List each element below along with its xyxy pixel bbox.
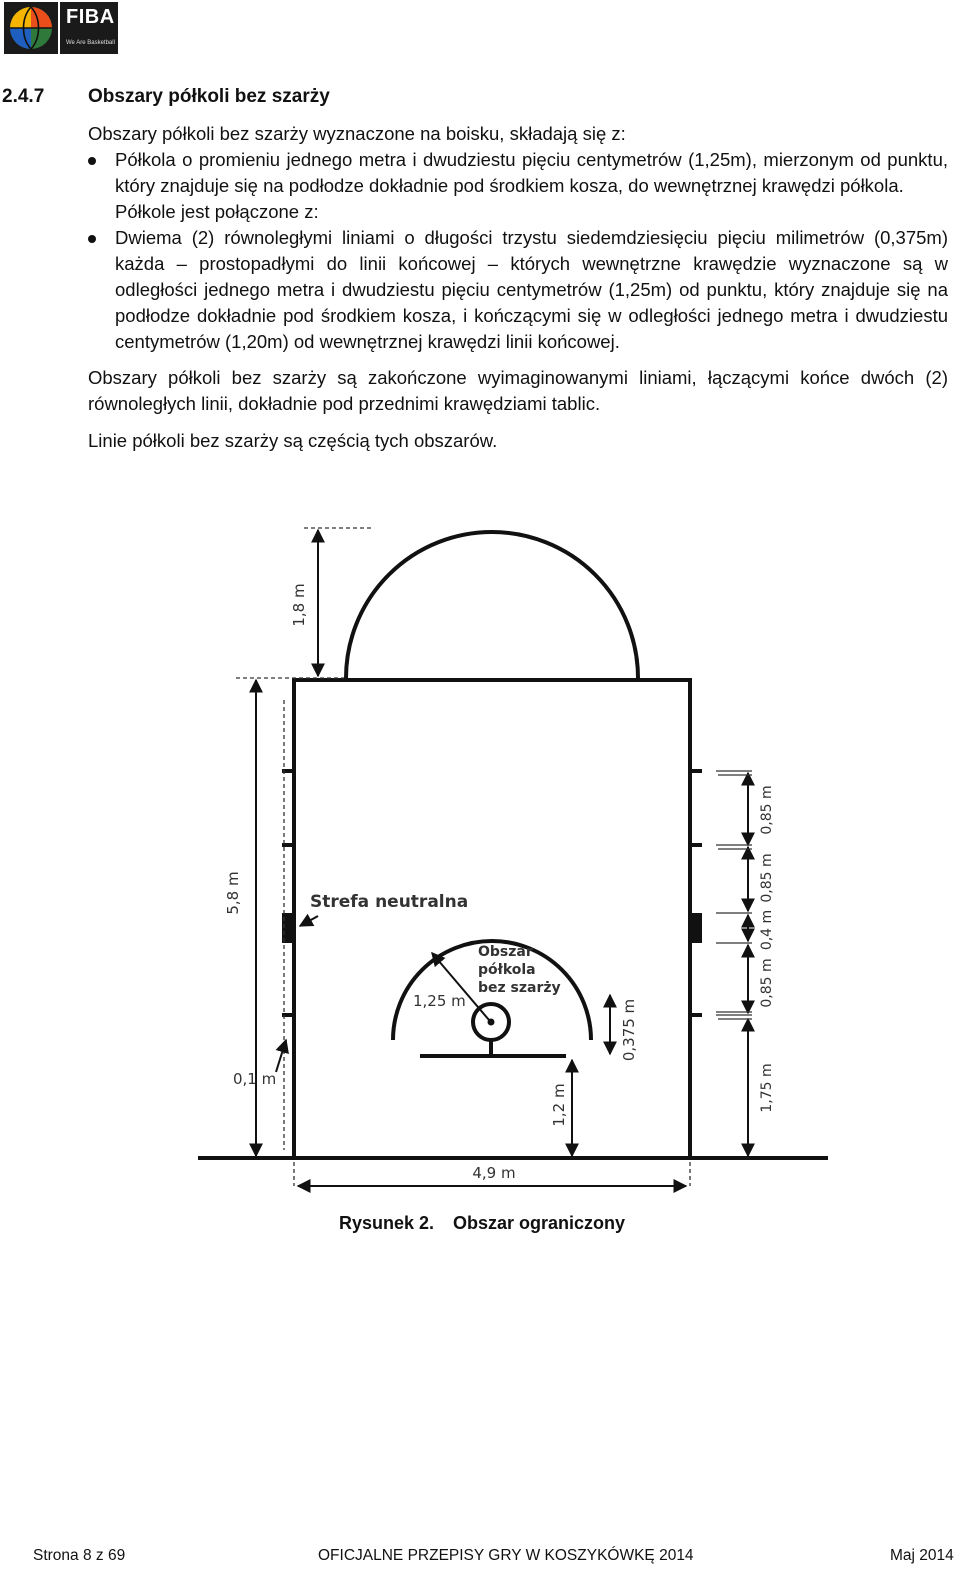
bullet-text: Dwiema (2) równoległymi liniami o długości trzystu siedemdziesięciu pięciu milimetrów (0,375m) każda – prostopadłymi do linii końcowej – których wewnętrzne krawędzie wyznaczone są w odległości jednego metra i dwudziestu pięciu centymetrów (1,25m) od punktu, który znajduje się na podłodze dokładnie pod środkiem kosza, i kończącymi się w odległości jednego metra i dwudziestu centymetrów (1,20m) od wewnętrznej krawędzi linii końcowej.	[115, 227, 948, 352]
dimension-label-0-1: 0,1 m	[233, 1070, 277, 1088]
dimension-label-right-1: 0,85 m	[759, 785, 775, 835]
dimension-label-0-375: 0,375 m	[620, 998, 638, 1062]
right-ticks	[716, 771, 752, 1019]
restricted-area-rectangle	[294, 680, 690, 1158]
dimension-label-right-2: 0,85 m	[759, 853, 775, 903]
dimension-label-right-5: 1,75 m	[759, 1063, 775, 1113]
section-number: 2.4.7	[2, 86, 45, 107]
bullet-text: Półkola o promieniu jednego metra i dwudziestu pięciu centymetrów (1,25m), mierzonym od punktu, który znajduje się na podłodze dokładnie pod środkiem kosza, do wewnętrznej krawędzi półkola.	[115, 149, 948, 196]
dimension-label-right-4: 0,85 m	[759, 958, 775, 1008]
dimension-label-5-8: 5,8 m	[224, 871, 242, 915]
dimension-label-right-3: 0,4 m	[759, 909, 775, 951]
dimension-label-1-8: 1,8 m	[290, 583, 308, 627]
section-title: Obszary półkoli bez szarży	[88, 86, 330, 107]
dimension-label-4-9: 4,9 m	[472, 1164, 516, 1182]
fiba-logo-text: FIBA	[66, 6, 115, 28]
no-charge-area-label-1: Obszar	[478, 944, 533, 960]
no-charge-area-label-2: półkola	[478, 962, 536, 978]
neutral-zone-label: Strefa neutralna	[310, 892, 469, 912]
paragraph-lines-part: Linie półkoli bez szarży są częścią tych obszarów.	[88, 430, 498, 451]
footer-date: Maj 2014	[890, 1547, 954, 1564]
dimension-label-1-2: 1,2 m	[550, 1083, 568, 1127]
figure-caption-label: Rysunek 2.	[339, 1213, 435, 1233]
footer-document-title: OFICJALNE PRZEPISY GRY W KOSZYKÓWKĘ 2014	[318, 1547, 694, 1564]
paragraph-imaginary-lines: Obszary półkoli bez szarży są zakończone wyimaginowanymi liniami, łączącymi końce dwóch (2) równoległych linii, dokładnie pod przednimi krawędziami tablic.	[88, 367, 948, 414]
dimension-arrows	[256, 530, 748, 1186]
intro-paragraph: Obszary półkoli bez szarży wyznaczone na boisku, składają się z:	[88, 123, 626, 144]
figure-caption-title: Obszar ograniczony	[453, 1213, 626, 1233]
radius-label: 1,25 m	[413, 992, 466, 1010]
footer-page-number: Strona 8 z 69	[33, 1547, 126, 1564]
no-charge-area-label-3: bez szarży	[478, 980, 561, 996]
free-throw-semicircle	[346, 532, 638, 678]
fiba-logo-tagline: We Are Basketball	[66, 40, 115, 46]
bullet-continuation: Półkole jest połączone z:	[115, 201, 319, 222]
